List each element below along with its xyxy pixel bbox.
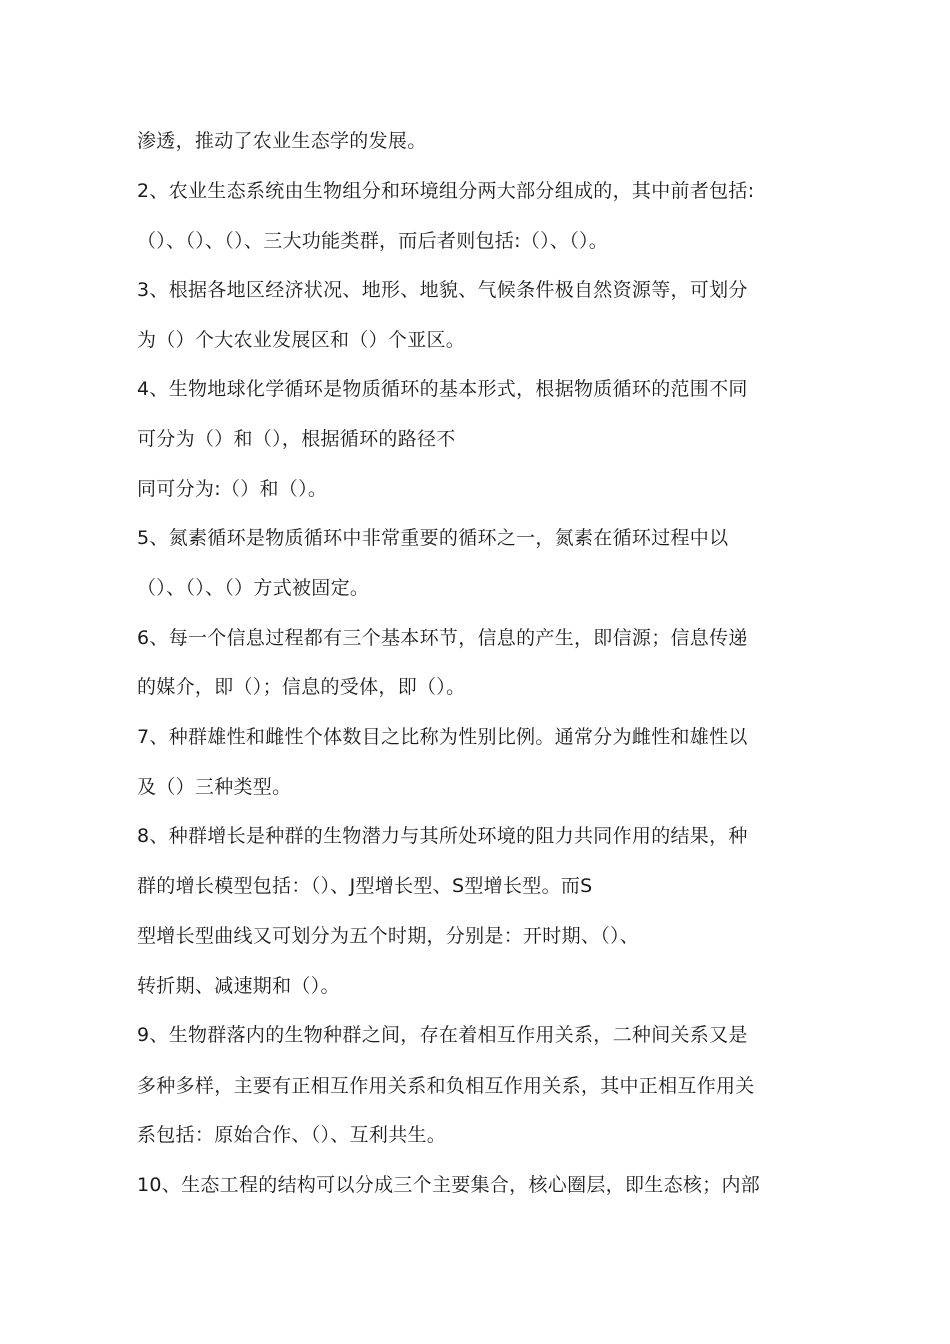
text-line: 的媒介，即（）；信息的受体，即（）。 bbox=[137, 676, 466, 698]
text-line: 10、生态工程的结构可以分成三个主要集合，核心圈层，即生态核；内部 bbox=[137, 1174, 761, 1196]
text-line: 3、根据各地区经济状况、地形、地貌、气候条件极自然资源等，可划分 bbox=[137, 279, 748, 301]
text-line: 7、种群雄性和雌性个体数目之比称为性别比例。通常分为雌性和雄性以 bbox=[137, 726, 748, 748]
text-line: 5、氮素循环是物质循环中非常重要的循环之一，氮素在循环过程中以 bbox=[137, 527, 729, 549]
text-line: 2、农业生态系统由生物组分和环境组分两大部分组成的，其中前者包括: bbox=[137, 180, 755, 202]
text-line: 8、种群增长是种群的生物潜力与其所处环境的阻力共同作用的结果，种 bbox=[137, 825, 748, 847]
text-line: 渗透，推动了农业生态学的发展。 bbox=[137, 130, 427, 152]
text-line: （）、（）、（）方式被固定。 bbox=[137, 577, 370, 599]
text-line: 群的增长模型包括：（）、J型增长型、S型增长型。而S bbox=[137, 875, 593, 897]
text-line: 系包括：原始合作、（）、互利共生。 bbox=[137, 1124, 447, 1146]
text-line: 4、生物地球化学循环是物质循环的基本形式，根据物质循环的范围不同 bbox=[137, 378, 748, 400]
text-line: 6、每一个信息过程都有三个基本环节，信息的产生，即信源；信息传递 bbox=[137, 627, 748, 649]
text-line: 为（）个大农业发展区和（）个亚区。 bbox=[137, 329, 466, 351]
text-line: 及（）三种类型。 bbox=[137, 776, 292, 798]
text-line: 9、生物群落内的生物种群之间，存在着相互作用关系，二种间关系又是 bbox=[137, 1024, 748, 1046]
text-line: 型增长型曲线又可划分为五个时期，分别是：开时期、（）、 bbox=[137, 925, 640, 947]
text-line: （）、（）、（）、三大功能类群，而后者则包括:（）、（）。 bbox=[137, 230, 609, 252]
text-line: 同可分为:（）和（）。 bbox=[137, 478, 328, 500]
text-line: 可分为（）和（），根据循环的路径不 bbox=[137, 428, 456, 450]
text-line: 多种多样，主要有正相互作用关系和负相互作用关系，其中正相互作用关 bbox=[137, 1075, 755, 1097]
text-line: 转折期、减速期和（）。 bbox=[137, 975, 340, 997]
